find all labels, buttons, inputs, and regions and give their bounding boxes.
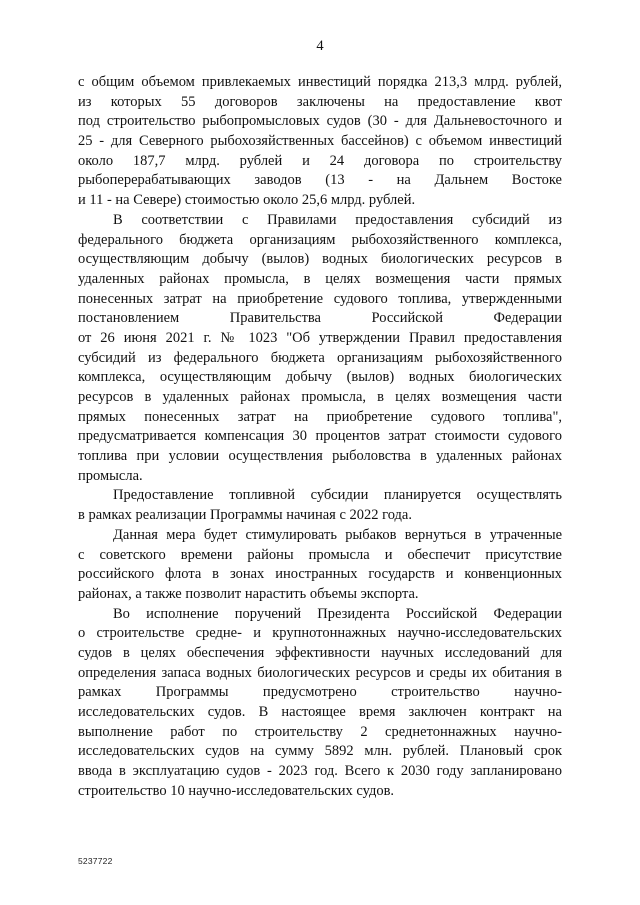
text-line: судов в целях обеспечения эффективности научных исследований для [78,644,562,661]
paragraph-fuel-subsidy [78,486,562,525]
text-line: Предоставление топливной субсидии планируется осуществлять [113,487,562,504]
text-line: постановлением Правительства Российской Федерации [78,310,562,327]
text-line: с советского времени районы промысла и обеспечит присутствие [78,546,562,563]
paragraph-investments [78,73,562,211]
text-line: удаленных районах промысла, в целях возмещения части прямых [78,270,562,287]
text-line: от 26 июня 2021 г. № 1023 "Об утверждении Правил предоставления [78,329,562,346]
text-line: 25 - для Северного рыбохозяйственных бассейнов) с объемом инвестиций [78,133,562,150]
text-line: понесенных затрат на приобретение судового топлива, утвержденными [78,290,562,307]
text-line: из которых 55 договоров заключены на предоставление квот [78,93,562,110]
page-number: 4 [316,38,324,54]
text-line: прямых понесенных затрат на приобретение судового топлива", [78,408,562,425]
text-line: Во исполнение поручений Президента Российской Федерации [113,605,562,622]
text-line: в рамках реализации Программы начиная с 2022 года. [78,507,412,524]
text-line: с общим объемом привлекаемых инвестиций порядка 213,3 млрд. рублей, [78,74,562,90]
text-line: промысла. [78,467,143,484]
text-line: рамках Программы предусмотрено строительство научно- [78,684,562,701]
text-line: выполнение работ по строительству 2 среднетоннажных научно- [78,723,562,740]
text-line: под строительство рыбопромысловых судов (30 - для Дальневосточного и [78,113,562,130]
text-line: исследовательских судов. В настоящее время заключен контракт на [78,704,562,720]
text-line: Данная мера будет стимулировать рыбаков вернуться в утраченные [113,526,562,543]
text-line: о строительстве средне- и крупнотоннажных научно-исследовательских [78,625,562,642]
text-line: около 187,7 млрд. рублей и 24 договора по строительству [78,152,562,169]
text-line: субсидий из федерального бюджета организациям рыбохозяйственного [78,349,562,366]
paragraph-research-vessels [78,605,562,802]
text-line: ввода в эксплуатацию судов - 2023 год. Всего к 2030 году запланировано [78,763,562,780]
paragraph-subsidy-rules [78,211,562,487]
document-body [78,73,562,801]
text-line: В соответствии с Правилами предоставления субсидий из [113,211,562,228]
text-line: строительство 10 научно-исследовательских судов. [78,782,395,799]
text-line: предусматривается компенсация 30 процентов затрат стоимости судового [78,428,562,445]
text-line: районах, а также позволит нарастить объемы экспорта. [78,585,419,602]
text-line: российского флота в зонах иностранных государств и конвенционных [78,566,562,583]
paragraph-measure-effect [78,526,562,605]
text-line: исследовательских судов на сумму 5892 млн. рублей. Плановый срок [78,743,562,760]
text-line: и 11 - на Севере) стоимостью около 25,6 млрд. рублей. [78,192,416,209]
text-line: рыбоперерабатывающих заводов (13 - на Дальнем Востоке [78,172,562,189]
text-line: ресурсов в удаленных районах промысла, в целях возмещения части [78,389,562,405]
text-line: комплекса, осуществляющим добычу (вылов) водных биологических [78,369,562,386]
text-line: федерального бюджета организациям рыбохозяйственного комплекса, [78,231,562,248]
text-line: осуществляющим добычу (вылов) водных биологических ресурсов в [78,251,562,268]
document-code: 5237722 [78,856,113,866]
text-line: определения запаса водных биологических ресурсов и среды их обитания в [78,664,562,681]
text-line: топлива при условии осуществления рыболовства в удаленных районах [78,448,562,465]
